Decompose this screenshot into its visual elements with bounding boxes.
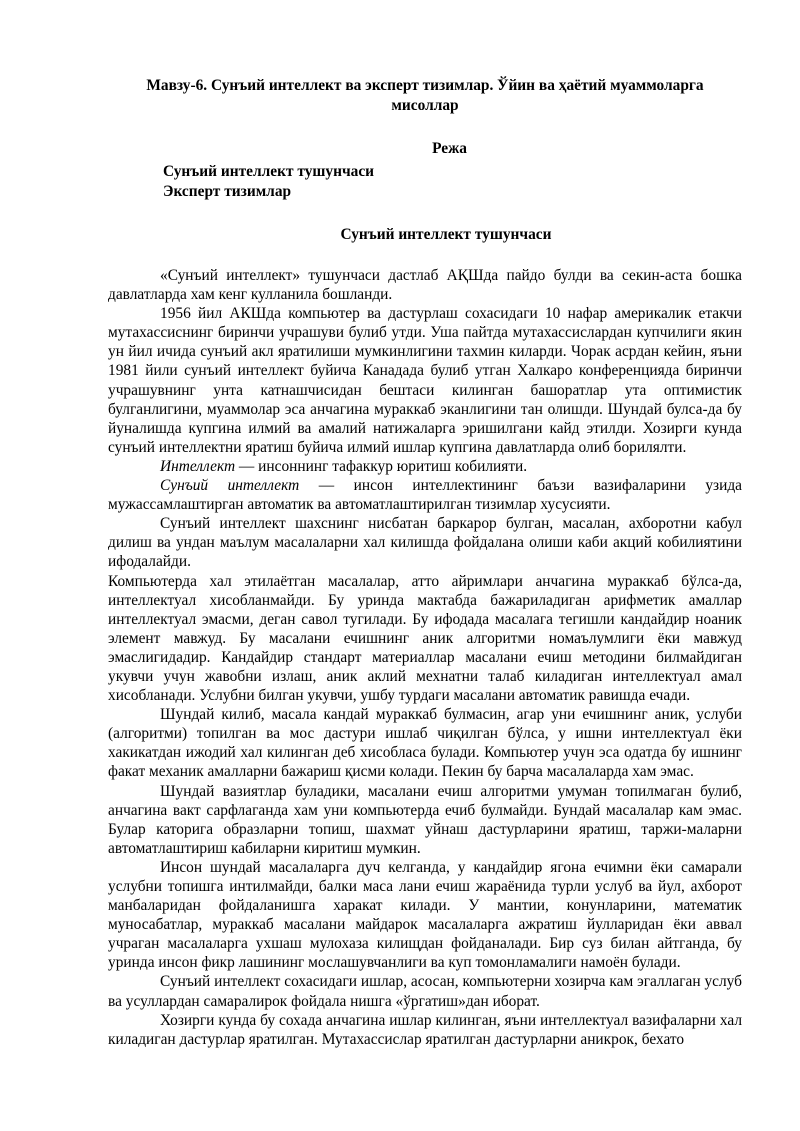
definition-text: — инсоннинг тафаккур юритиш кобилияти.	[235, 457, 528, 475]
definition-text: — инсон интеллектининг баъзи вазифаларини узида мужассамлаштирган автоматик ва автоматлаштирилган тизимлар хусусияти.	[108, 477, 742, 514]
definition-term: Интеллект	[160, 457, 236, 475]
document-title: Мавзу-6. Сунъий интеллект ва эксперт тизимлар. Ўйин ва ҳаётий муаммоларга мисоллар	[146, 77, 704, 114]
plan-item: Эксперт тизимлар	[163, 183, 292, 200]
plan-list	[108, 162, 742, 202]
definition-term: Сунъий интеллект	[160, 477, 300, 495]
paragraph: Компьютерда хал этилаётган масалалар, атто айримлари анчагина мураккаб бўлса-да, интеллектуал хисобланмайди. Бу уринда мактабда бажариладиган арифметик амаллар интеллектуал эмасми, деган савол тугилади. Бу ифодада масалага тегишли кандайдир ноаник элемент мавжуд. Бу масалани ечишнинг аник алгоритми номаълумлиги ёки мавжуд эмаслигидадир. Кандайдир стандарт материаллар масалани ечиш методини билмайдиган укувчи учун жавобни излаш, аник аклий мехнатни талаб киладиган интеллектуал амал хисобланади. Услубни билган укувчи, ушбу турдаги масалани автоматик равишда ечади.	[108, 572, 742, 705]
section-heading: Сунъий интеллект тушунчаси	[340, 226, 552, 243]
paragraph: Сунъий интеллект шахснинг нисбатан баркарор булган, масалан, ахборотни кабул дилиш ва ундан маълум масалаларни хал килишда фойдалана олиши каби акций кобилиятини ифодалайди.	[108, 515, 742, 571]
paragraph: 1956 йил АКШда компьютер ва дастурлаш сохасидаги 10 нафар америкалик етакчи мутахассиснинг биринчи учрашуви булиб утди. Уша пайтда мутахассислардан купчилиги якин ун йил ичида сунъий акл яратилиши мумкинлигини тахмин киларди. Чорак асрдан кейин, яъни 1981 йили сунъий интеллект буйича Канадада булиб утган Халкаро конференцияда биринчи учрашувнинг унта катнашчисидан бештаси килинган башоратлар ута оптимистик булганлигини, муаммолар эса анчагина мураккаб эканлигини тан олишди. Шундай булса-да бу йуналишда купгина илмий ва амалий натижаларга эришилгани кайд этилди. Хозирги кунда сунъий интеллектни яратиш буйича илмий ишлар купгина давлатларда олиб борилялти.	[108, 305, 742, 456]
definition-paragraph	[108, 457, 742, 476]
paragraph: «Сунъий интеллект» тушунчаси дастлаб АҚШда пайдо булди ва секин-аста бошка давлатларда хам кенг кулланила бошланди.	[108, 267, 742, 304]
plan-heading: Режа	[432, 140, 467, 157]
definition-paragraph	[108, 476, 742, 514]
plan-item: Сунъий интеллект тушунчаси	[163, 163, 375, 180]
document-page	[108, 72, 742, 1049]
paragraph: Сунъий интеллект сохасидаги ишлар, асосан, компьютерни хозирча кам эгаллаган услуб ва усуллардан самаралирок фойдала нишга «ўргатиш»дан иборат.	[108, 973, 742, 1010]
paragraph: Хозирги кунда бу сохада анчагина ишлар килинган, яъни интеллектуал вазифаларни хал киладиган дастурлар яратилган. Мутахассислар яратилган дастурларни аникрок, бехато	[108, 1011, 742, 1048]
paragraph: Шундай вазиятлар буладики, масалани ечиш алгоритми умуман топилмаган булиб, анчагина вакт сарфлаганда хам уни компьютерда ечиб булмайди. Бундай масалалар кам эмас. Булар каторига образларни топиш, шахмат уйнаш дастурларини яратиш, таржи-маларни автоматлаштириш кабиларни киритиш мумкин.	[108, 782, 742, 857]
body-text	[108, 266, 742, 1049]
paragraph: Шундай килиб, масала кандай мураккаб булмасин, агар уни ечишнинг аник, услуби (алгоритми) топилган ва мос дастури ишлаб чиқилган бўлса, у ишни интеллектуал ёки хакикатдан ижодий хал килинган деб хисобласа булади. Компьютер учун эса одатда бу ишнинг факат механик амалларни бажариш қисми колади. Пекин бу барча масалаларда хам эмас.	[108, 706, 742, 781]
paragraph: Инсон шундай масалаларга дуч келганда, у кандайдир ягона ечимни ёки самарали услубни топишга интилмайди, балки маса лани ечиш жараёнида турли услуб ва йул, ахборот манбаларидан фойдаланишга харакат килади. У мантии, конунларини, математик муносабатлар, мураккаб масалани майдарок масалаларга ажратиш йулларидан ёки аввал учраган масалаларга ухшаш мулохаза килищдан фойданалади. Бир суз билан айтганда, бу уринда инсон фикр лашининг мослашувчанлиги ва куп томонламалиги намоён булади.	[108, 858, 742, 972]
